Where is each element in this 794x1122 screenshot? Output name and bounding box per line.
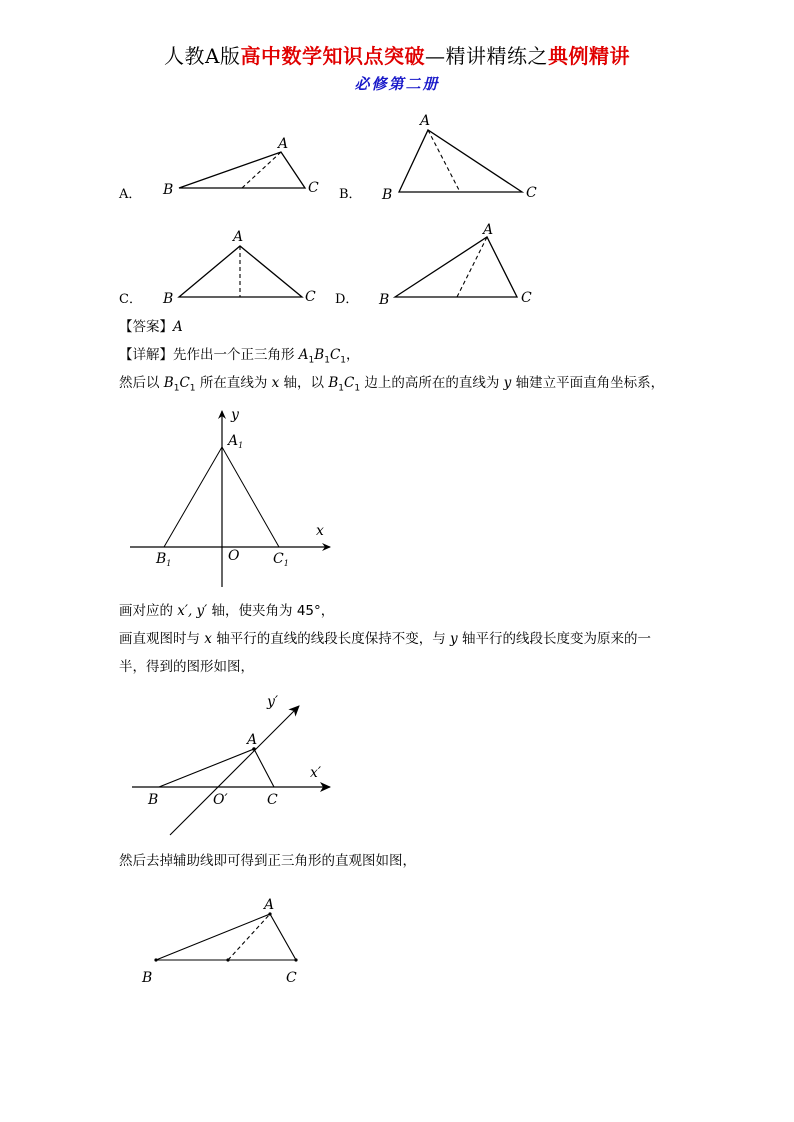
math-var: B xyxy=(314,347,325,363)
solution-text: 然后去掉辅助线即可得到正三角形的直观图如图， xyxy=(119,853,416,869)
x-axis-label: x xyxy=(316,523,324,539)
math-sub: 1 xyxy=(338,383,344,394)
solution-line-5 xyxy=(119,657,254,677)
math-var: C xyxy=(329,347,341,363)
final-dashed xyxy=(228,914,270,960)
option-c-vertex-b: B xyxy=(163,291,174,307)
math-var: y xyxy=(450,631,458,647)
page-title xyxy=(0,40,794,69)
option-b-vertex-b: B xyxy=(382,187,393,203)
math-var: C xyxy=(344,375,355,391)
option-c-vertex-c: C xyxy=(305,289,316,305)
coordinate-figure xyxy=(128,405,338,595)
solution-line-2 xyxy=(119,373,664,399)
option-c-figure xyxy=(115,225,335,310)
math-sub: 1 xyxy=(340,355,347,366)
solution-line-4 xyxy=(119,629,651,649)
option-b-letter: B． xyxy=(339,187,362,202)
vertex-b: B xyxy=(148,792,159,808)
point-b xyxy=(154,958,157,961)
vertex-a1: $A_1$ xyxy=(228,433,244,450)
option-a-figure xyxy=(115,130,335,210)
title-part-1: 人教A版 xyxy=(164,44,241,68)
solution-text: 轴平行的线段长度变为原来的一 xyxy=(457,631,651,647)
y-axis-label: y xyxy=(231,407,239,423)
solution-line-3 xyxy=(119,601,334,621)
solution-text: 画直观图时与 xyxy=(119,631,205,647)
option-b-triangle xyxy=(399,130,522,192)
option-d-triangle xyxy=(395,237,517,297)
vertex-c1: $C_1$ xyxy=(273,551,289,568)
math-var: x xyxy=(271,375,280,391)
solution-text: 先作出一个正三角形 xyxy=(173,347,299,363)
point-mid xyxy=(226,958,229,961)
vertex-a: A xyxy=(247,732,258,748)
final-vertex-a: A xyxy=(264,897,275,913)
math-sub: 1 xyxy=(354,383,361,394)
solution-label: 【详解】 xyxy=(119,347,173,363)
page-header xyxy=(0,40,794,94)
solution-text: 轴，以 xyxy=(279,375,329,391)
solution-text: 轴建立平面直角坐标系， xyxy=(511,375,665,391)
title-part-3: —精讲精练之 xyxy=(424,44,548,68)
option-d-vertex-c: C xyxy=(521,290,532,306)
solution-text: 画对应的 xyxy=(119,603,178,619)
title-part-4: 典例精讲 xyxy=(547,44,630,68)
final-vertex-c: C xyxy=(286,970,297,986)
option-d-vertex-a: A xyxy=(483,222,494,238)
final-figure xyxy=(128,890,328,990)
y-prime-label: y′ xyxy=(267,694,279,710)
option-a-dashed xyxy=(242,152,281,188)
oblique-figure xyxy=(128,685,343,845)
solution-text: 半，得到的图形如图， xyxy=(119,659,254,675)
final-vertex-b: B xyxy=(142,970,153,986)
oblique-triangle xyxy=(159,749,274,787)
option-a-vertex-b: B xyxy=(163,182,174,198)
option-d-figure xyxy=(335,220,555,310)
option-a-triangle xyxy=(179,152,305,188)
answer-label: 【答案】 xyxy=(119,319,173,335)
solution-text: 所在直线为 xyxy=(195,375,272,391)
option-d-vertex-b: B xyxy=(379,292,390,308)
solution-line-6 xyxy=(119,851,416,871)
math-var: x′, y′ xyxy=(177,603,208,619)
answer-line xyxy=(119,317,183,337)
final-triangle xyxy=(156,914,296,960)
option-d-letter: D． xyxy=(335,292,359,307)
title-part-2: 高中数学知识点突破 xyxy=(240,44,425,68)
option-d-dashed xyxy=(457,237,487,297)
origin-prime-label: O′ xyxy=(213,792,228,808)
option-c-vertex-a: A xyxy=(233,229,244,245)
math-sub: 1 xyxy=(308,355,315,366)
math-var: A xyxy=(298,347,309,363)
solution-text: 边上的高所在的直线为 xyxy=(360,375,504,391)
math-var: y xyxy=(503,375,512,391)
solution-text: 轴，使夹角为 45°， xyxy=(207,603,335,619)
math-sub: 1 xyxy=(324,355,330,366)
math-sub: 1 xyxy=(173,383,180,394)
answer-value: A xyxy=(173,319,183,335)
math-var: B xyxy=(328,375,339,391)
option-a-vertex-a: A xyxy=(278,136,289,152)
math-var: x xyxy=(204,631,212,647)
y-prime-axis xyxy=(170,706,299,835)
solution-text: 轴平行的直线的线段长度保持不变，与 xyxy=(211,631,451,647)
point-c xyxy=(294,958,297,961)
math-var: C xyxy=(179,375,190,391)
page-subtitle: 必修第二册 xyxy=(354,75,440,93)
vertex-b1: $B_1$ xyxy=(156,551,172,568)
solution-text: ， xyxy=(346,347,360,363)
option-c-letter: C． xyxy=(119,292,142,307)
option-b-figure xyxy=(335,108,555,208)
solution-text: 然后以 xyxy=(119,375,164,391)
option-b-vertex-a: A xyxy=(420,113,431,129)
vertex-c: C xyxy=(267,792,278,808)
math-var: B xyxy=(163,375,174,391)
option-b-vertex-c: C xyxy=(526,185,537,201)
solution-line-1 xyxy=(119,345,360,371)
option-a-letter: A． xyxy=(119,187,142,202)
origin-label: O xyxy=(228,548,240,564)
x-prime-label: x′ xyxy=(310,765,322,781)
math-sub: 1 xyxy=(189,383,196,394)
option-b-dashed xyxy=(428,130,460,192)
option-a-vertex-c: C xyxy=(308,180,319,196)
